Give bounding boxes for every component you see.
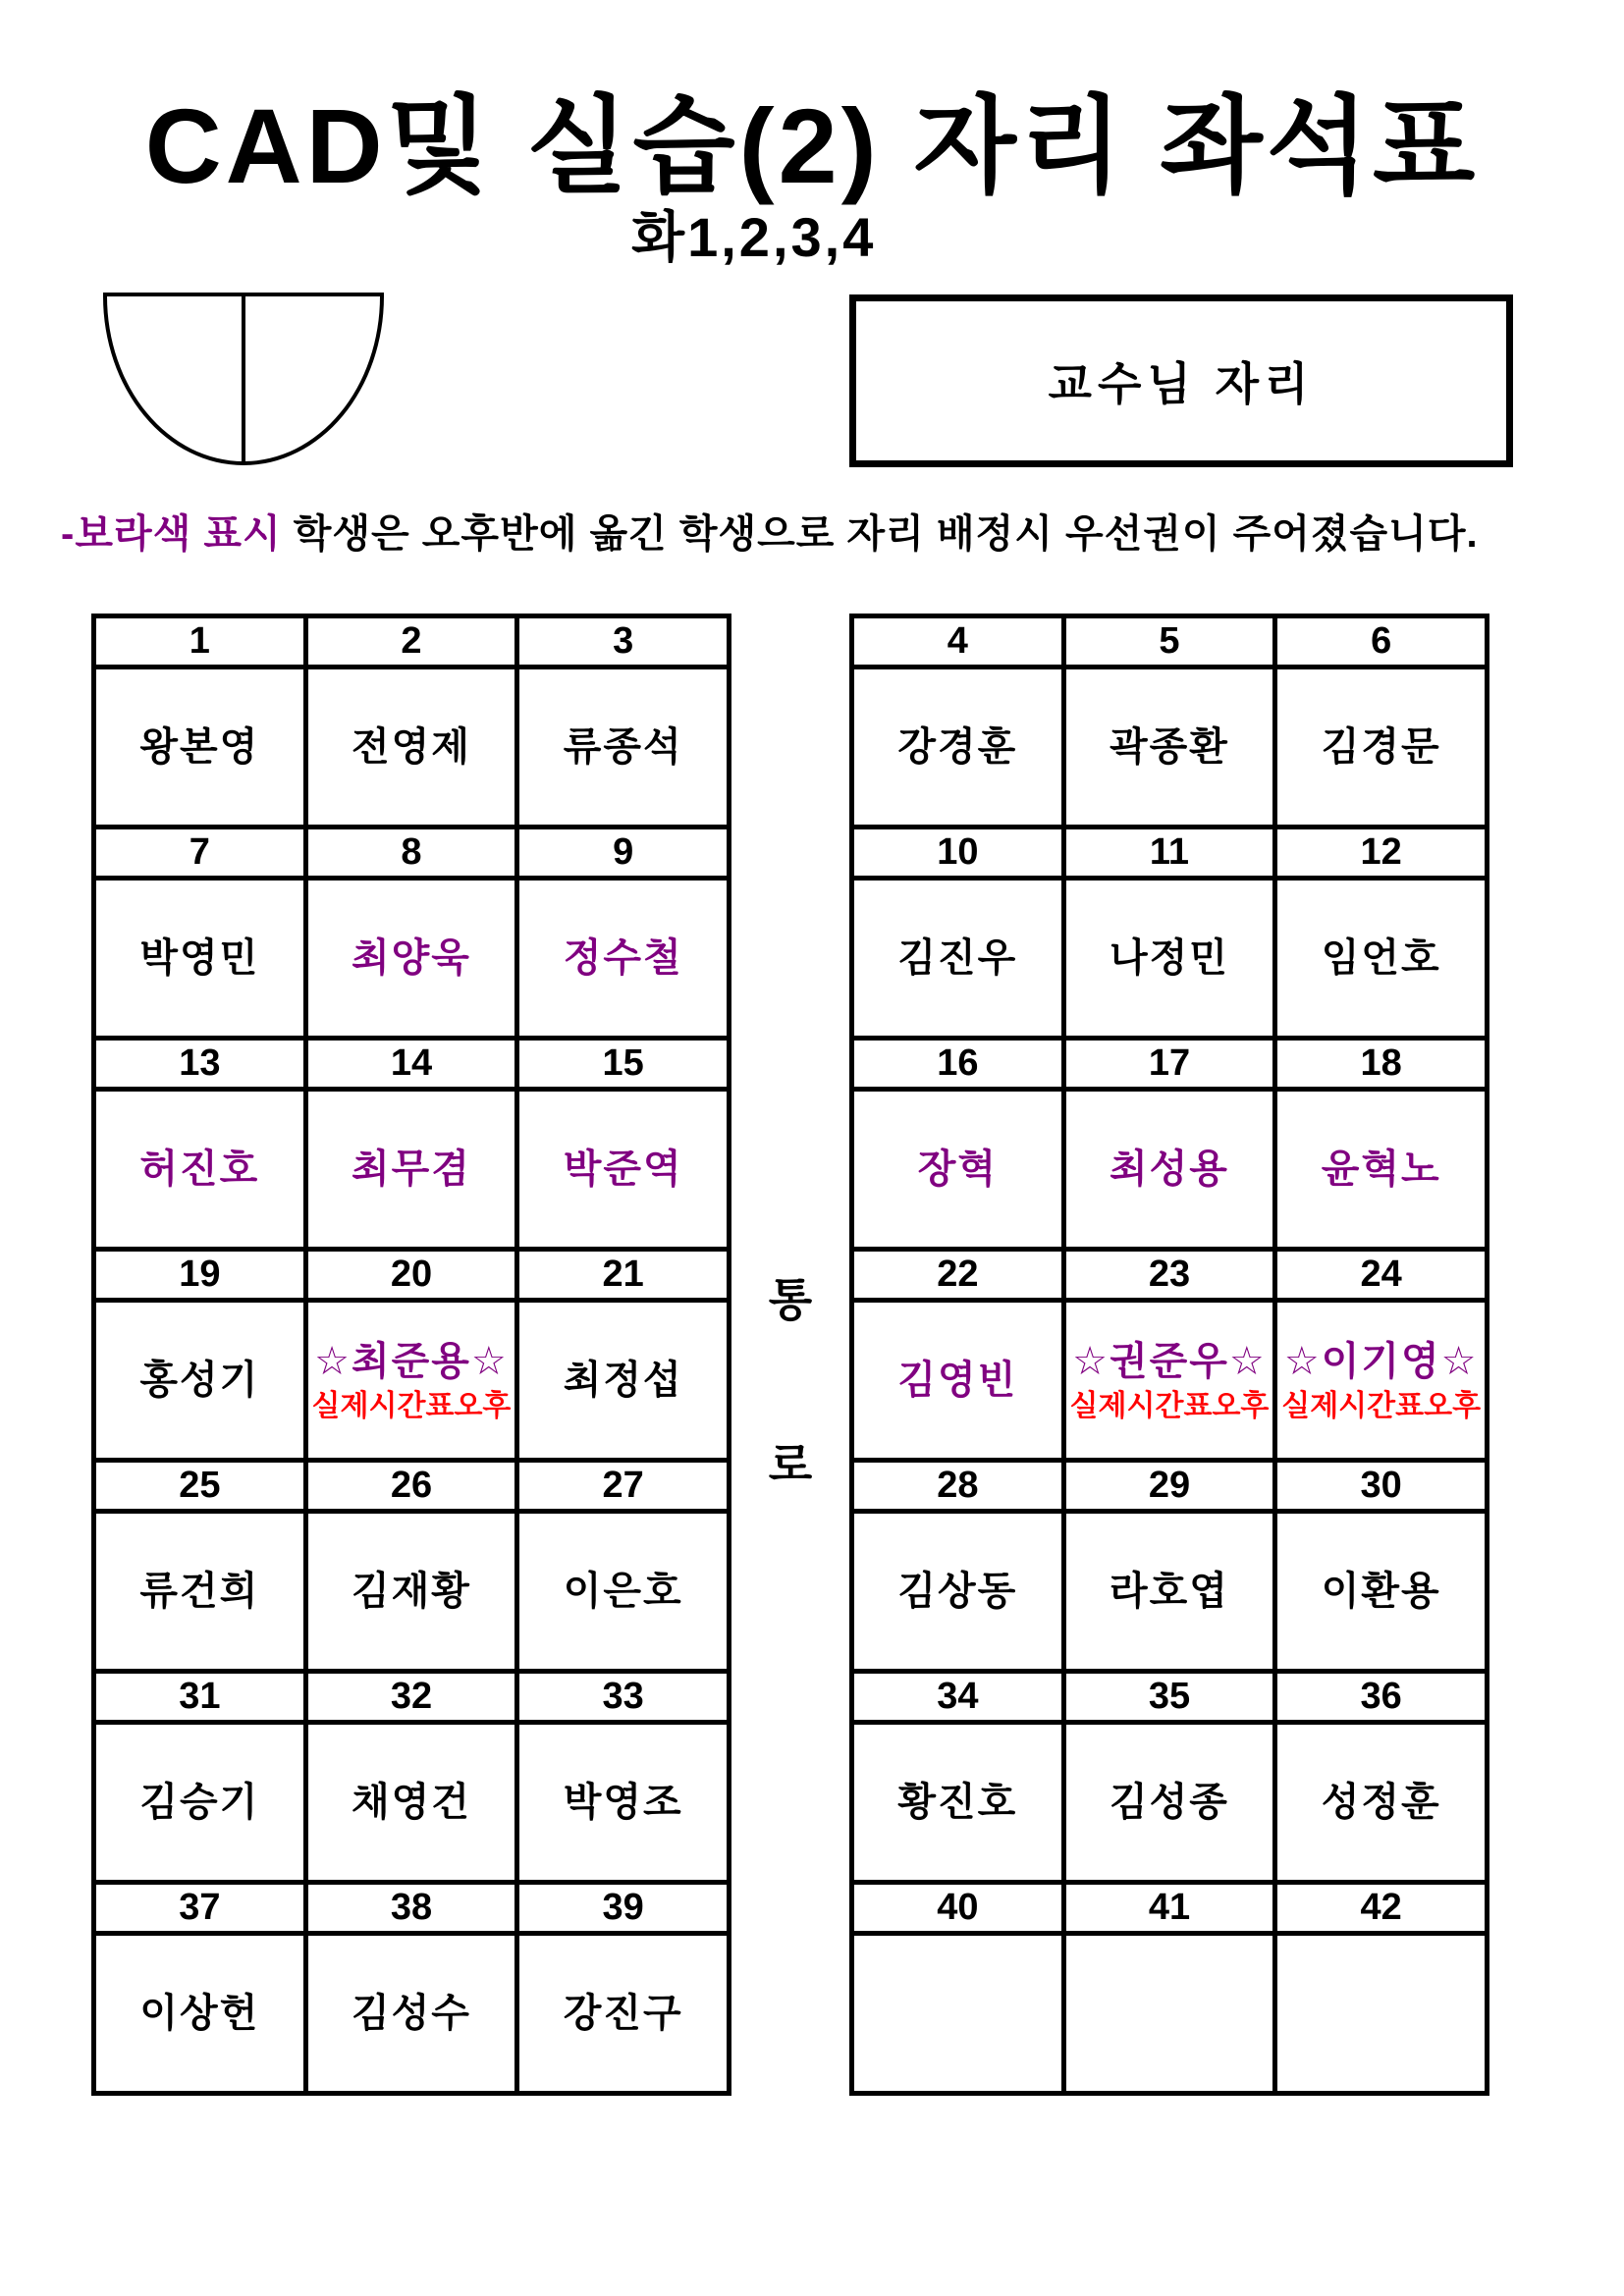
seat-name: 김승기 <box>139 1781 260 1824</box>
seat-number: 32 <box>305 1672 517 1723</box>
priority-note <box>61 503 1479 559</box>
professor-seat-label: 교수님 자리 <box>1048 358 1315 409</box>
seat-name: 최무겸 <box>352 1148 471 1191</box>
seat-cell <box>852 1512 1064 1672</box>
seat-cell <box>1063 879 1275 1039</box>
seat-number: 6 <box>1275 616 1488 667</box>
seat-name: 박영민 <box>139 936 260 980</box>
seat-name: 최양욱 <box>352 936 471 980</box>
seat-cell <box>852 1723 1064 1883</box>
seat-cell <box>1063 1934 1275 2094</box>
seat-name: 채영건 <box>352 1781 471 1824</box>
seat-number: 7 <box>94 828 306 879</box>
seat-name: 황진호 <box>897 1781 1018 1824</box>
seat-cell <box>1275 1090 1488 1250</box>
seat-name: 김영빈 <box>897 1359 1018 1402</box>
seat-cell <box>517 1301 730 1461</box>
seat-number: 29 <box>1063 1461 1275 1512</box>
seat-name: 류종석 <box>563 725 683 769</box>
seat-name: ☆이기영☆ <box>1283 1339 1479 1383</box>
page-subtitle: 화1,2,3,4 <box>631 206 877 268</box>
seat-name: 김재황 <box>352 1570 471 1613</box>
seat-cell <box>517 1934 730 2094</box>
seat-number: 13 <box>94 1039 306 1090</box>
seat-cell <box>94 667 306 828</box>
seat-cell <box>94 1512 306 1672</box>
seat-number: 10 <box>852 828 1064 879</box>
seat-name: 장혁 <box>917 1148 998 1191</box>
seat-name: 류건희 <box>139 1570 260 1613</box>
right-seating-table <box>849 614 1489 2096</box>
seat-name: ☆권준우☆ <box>1072 1339 1267 1383</box>
seat-cell <box>305 879 517 1039</box>
seat-cell <box>94 1723 306 1883</box>
seat-cell <box>305 1512 517 1672</box>
seat-name: 박준역 <box>563 1148 683 1191</box>
seat-number: 14 <box>305 1039 517 1090</box>
seat-cell <box>305 667 517 828</box>
seat-cell <box>1275 1723 1488 1883</box>
seat-name: 김성수 <box>352 1992 471 2035</box>
seat-name: ☆최준용☆ <box>314 1339 509 1383</box>
seat-number: 27 <box>517 1461 730 1512</box>
seat-subtext: 실제시간표오후 <box>1069 1389 1270 1422</box>
seat-cell <box>94 879 306 1039</box>
seat-cell <box>305 1723 517 1883</box>
seat-number: 16 <box>852 1039 1064 1090</box>
seat-number: 37 <box>94 1883 306 1934</box>
seat-name: 성정훈 <box>1321 1781 1441 1824</box>
seat-number: 1 <box>94 616 306 667</box>
aisle-char-bottom: 로 <box>768 1439 813 1490</box>
note-body: 학생은 오후반에 옮긴 학생으로 자리 배정시 우선권이 주어졌습니다. <box>281 512 1479 556</box>
seat-number: 8 <box>305 828 517 879</box>
seat-number: 21 <box>517 1250 730 1301</box>
seat-cell <box>852 667 1064 828</box>
seat-cell <box>517 1512 730 1672</box>
seat-number: 24 <box>1275 1250 1488 1301</box>
seat-name: 강경훈 <box>897 725 1018 769</box>
seat-name: 왕본영 <box>139 725 260 769</box>
seat-number: 18 <box>1275 1039 1488 1090</box>
seat-number: 33 <box>517 1672 730 1723</box>
seat-number: 38 <box>305 1883 517 1934</box>
seat-number: 34 <box>852 1672 1064 1723</box>
seat-name: 김진우 <box>897 936 1018 980</box>
seat-cell <box>1063 1512 1275 1672</box>
seat-number: 39 <box>517 1883 730 1934</box>
seat-cell <box>852 879 1064 1039</box>
seat-number: 4 <box>852 616 1064 667</box>
seat-number: 30 <box>1275 1461 1488 1512</box>
seat-cell <box>1063 1090 1275 1250</box>
seat-cell <box>94 1934 306 2094</box>
seat-name: 홍성기 <box>139 1359 260 1402</box>
seat-number: 35 <box>1063 1672 1275 1723</box>
podium-divider-line <box>242 296 245 461</box>
seat-cell <box>852 1090 1064 1250</box>
seat-number: 25 <box>94 1461 306 1512</box>
seat-name: 허진호 <box>139 1148 260 1191</box>
seat-cell <box>305 1934 517 2094</box>
seat-cell <box>94 1090 306 1250</box>
left-seating-table <box>91 614 731 2096</box>
seat-subtext: 실제시간표오후 <box>311 1389 512 1422</box>
seat-name: 윤혁노 <box>1321 1148 1441 1191</box>
seat-name: 임언호 <box>1321 936 1441 980</box>
seat-cell <box>517 667 730 828</box>
professor-seat-box <box>849 294 1513 467</box>
seat-cell <box>1063 667 1275 828</box>
seat-cell <box>305 1301 517 1461</box>
seat-number: 2 <box>305 616 517 667</box>
seat-name: 박영조 <box>563 1781 683 1824</box>
page-title: CAD및 실습(2) 자리 좌석표 <box>144 86 1480 205</box>
seat-name: 라호엽 <box>1110 1570 1229 1613</box>
seat-cell <box>1275 1512 1488 1672</box>
seat-number: 11 <box>1063 828 1275 879</box>
seat-name: 최정섭 <box>563 1359 683 1402</box>
seat-cell <box>1275 1301 1488 1461</box>
seat-number: 12 <box>1275 828 1488 879</box>
seat-cell <box>852 1301 1064 1461</box>
seat-number: 28 <box>852 1461 1064 1512</box>
seat-name: 최성용 <box>1110 1148 1229 1191</box>
seat-number: 36 <box>1275 1672 1488 1723</box>
seat-cell <box>517 1090 730 1250</box>
seat-name: 김경문 <box>1321 725 1441 769</box>
seat-name: 김성종 <box>1110 1781 1229 1824</box>
seat-subtext: 실제시간표오후 <box>1281 1389 1482 1422</box>
seat-number: 17 <box>1063 1039 1275 1090</box>
seat-number: 19 <box>94 1250 306 1301</box>
seat-cell <box>1063 1301 1275 1461</box>
seat-number: 22 <box>852 1250 1064 1301</box>
seat-name: 정수철 <box>563 936 683 980</box>
seat-name: 이은호 <box>563 1570 683 1613</box>
seat-cell <box>94 1301 306 1461</box>
seat-name: 곽종환 <box>1110 725 1229 769</box>
seat-number: 31 <box>94 1672 306 1723</box>
seat-cell <box>1275 879 1488 1039</box>
seat-name: 강진구 <box>563 1992 683 2035</box>
seat-number: 3 <box>517 616 730 667</box>
note-highlight: -보라색 표시 <box>61 512 282 556</box>
podium-shape <box>103 293 384 465</box>
seat-number: 41 <box>1063 1883 1275 1934</box>
seat-name: 이환용 <box>1321 1570 1441 1613</box>
seat-number: 40 <box>852 1883 1064 1934</box>
seat-number: 23 <box>1063 1250 1275 1301</box>
seat-number: 5 <box>1063 616 1275 667</box>
seat-cell <box>1275 667 1488 828</box>
seat-number: 15 <box>517 1039 730 1090</box>
seat-cell <box>1063 1723 1275 1883</box>
seat-cell <box>517 879 730 1039</box>
seat-number: 9 <box>517 828 730 879</box>
seat-number: 26 <box>305 1461 517 1512</box>
seat-number: 42 <box>1275 1883 1488 1934</box>
seat-cell <box>1275 1934 1488 2094</box>
aisle-char-top: 통 <box>768 1274 813 1325</box>
seat-name: 나정민 <box>1110 936 1229 980</box>
seat-cell <box>517 1723 730 1883</box>
seat-number: 20 <box>305 1250 517 1301</box>
seat-cell <box>305 1090 517 1250</box>
seat-cell <box>852 1934 1064 2094</box>
seat-name: 이상헌 <box>139 1992 260 2035</box>
aisle-label <box>731 1264 849 1494</box>
seat-name: 전영제 <box>352 725 471 769</box>
seat-name: 김상동 <box>897 1570 1018 1613</box>
